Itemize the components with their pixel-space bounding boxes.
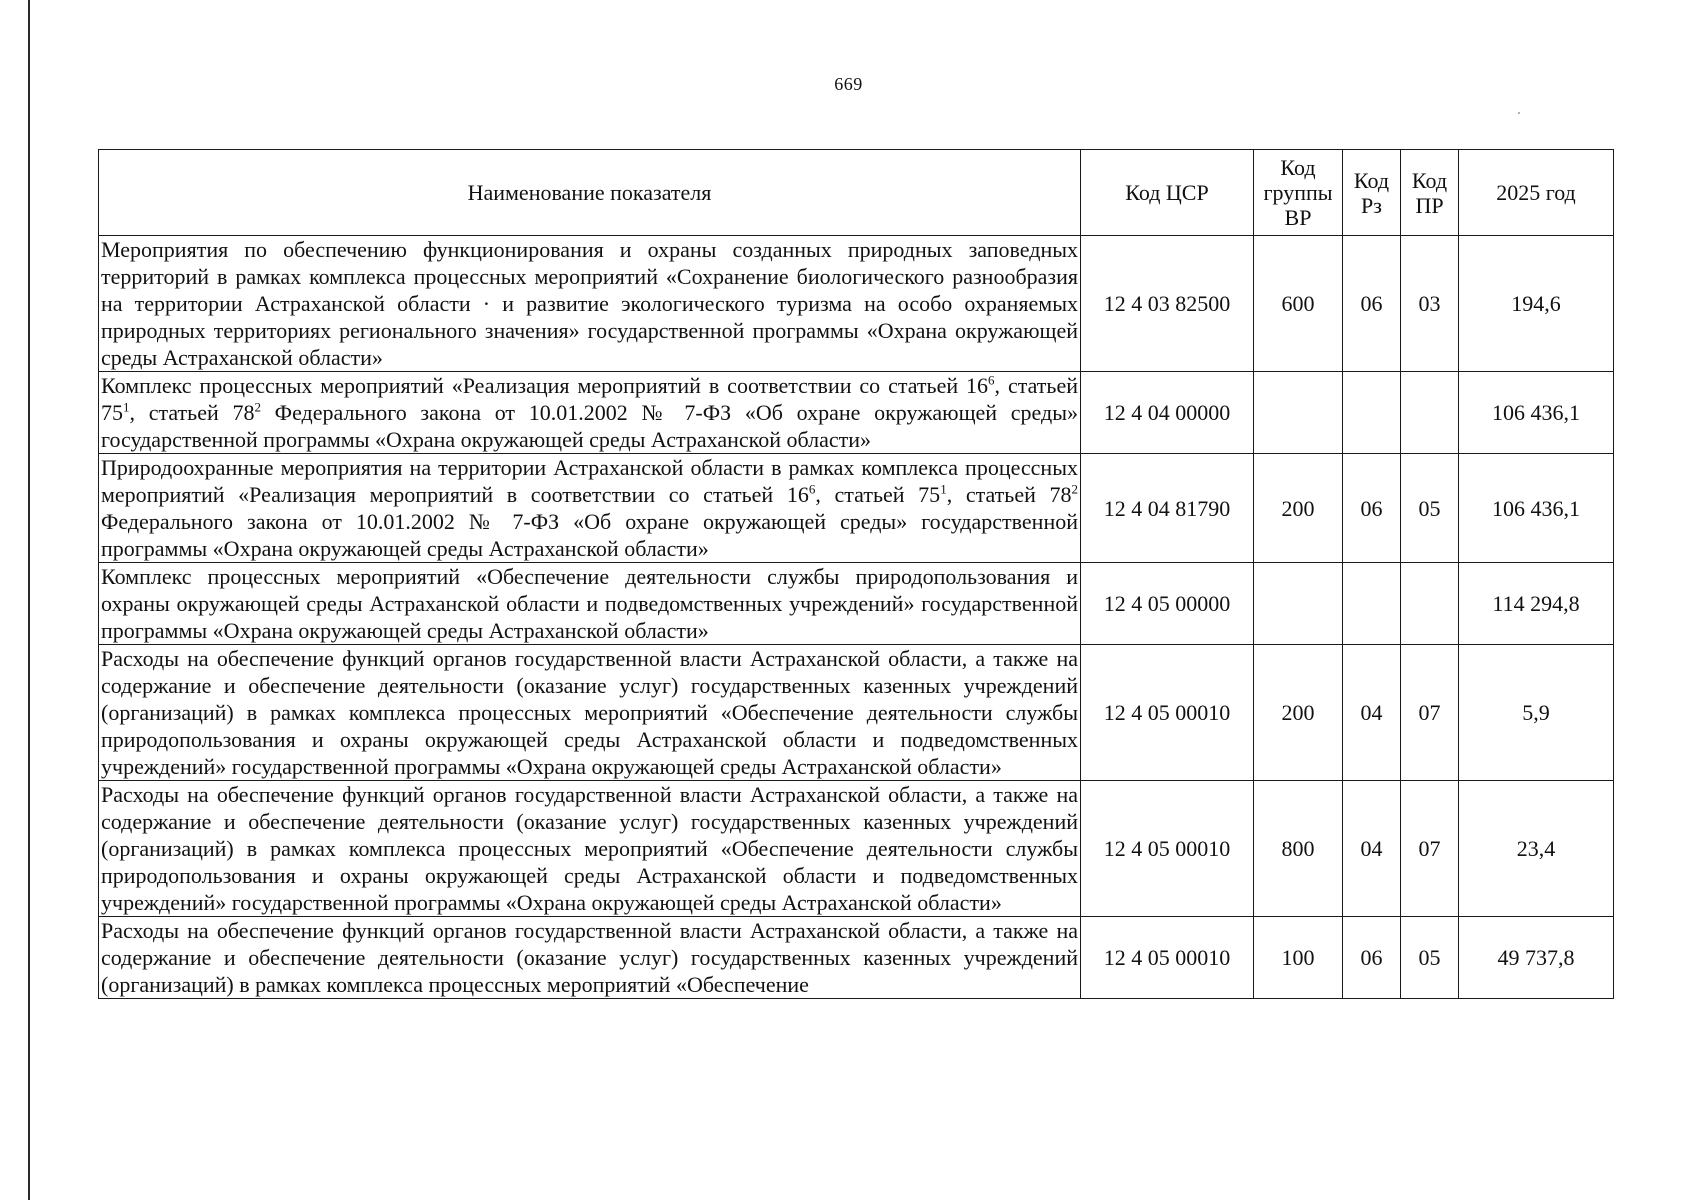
table-row: [99, 563, 1614, 645]
page-number: 669: [834, 74, 863, 94]
row-indicator-name: Расходы на обеспечение функций органов государственной власти Астраханской области, а также на содержание и обеспечение деятельности (оказание услуг) государственных казенных учреждений (организаций) в рамках комплекса процессных мероприятий «Обеспечение деятельности службы природопользования и охраны окружающей среды Астраханской области и подведомственных учреждений» государственной программы «Охрана окружающей среды Астраханской области»: [99, 645, 1081, 781]
row-pr-code: 05: [1401, 454, 1459, 563]
row-pr-code: 07: [1401, 645, 1459, 781]
budget-table: [98, 149, 1614, 999]
header-pr-code: Код ПР: [1401, 150, 1459, 236]
table-header: [99, 150, 1614, 236]
row-amount-2025: 49 737,8: [1459, 917, 1614, 999]
row-vr-code: 200: [1254, 454, 1343, 563]
row-rz-code: 04: [1343, 645, 1401, 781]
row-indicator-name-text: Расходы на обеспечение функций органов государственной власти Астраханской области, а также на содержание и обеспечение деятельности (оказание услуг) государственных казенных учреждений (организаций) в рамках комплекса процессных мероприятий «Обеспечение: [101, 918, 1078, 997]
row-vr-code: 600: [1254, 236, 1343, 372]
row-rz-code: [1343, 372, 1401, 454]
row-indicator-name: [99, 917, 1081, 999]
row-csr-code: 12 4 05 00010: [1081, 781, 1254, 917]
table-row: [99, 454, 1614, 563]
row-pr-code: 05: [1401, 917, 1459, 999]
row-amount-2025: 194,6: [1459, 236, 1614, 372]
row-csr-code: 12 4 03 82500: [1081, 236, 1254, 372]
row-indicator-name: Комплекс процессных мероприятий «Обеспечение деятельности службы природопользования и охраны окружающей среды Астраханской области и подведомственных учреждений» государственной программы «Охрана окружающей среды Астраханской области»: [99, 563, 1081, 645]
row-amount-2025: 106 436,1: [1459, 454, 1614, 563]
table-row: [99, 917, 1614, 999]
header-vr-code: Код группы ВР: [1254, 150, 1343, 236]
header-row: [99, 150, 1614, 236]
row-csr-code: 12 4 04 00000: [1081, 372, 1254, 454]
table-row: [99, 372, 1614, 454]
header-rz-code: Код Рз: [1343, 150, 1401, 236]
header-indicator-name: Наименование показателя: [99, 150, 1081, 236]
header-year-2025: 2025 год: [1459, 150, 1614, 236]
row-pr-code: 07: [1401, 781, 1459, 917]
row-csr-code: 12 4 05 00010: [1081, 917, 1254, 999]
row-vr-code: 800: [1254, 781, 1343, 917]
row-vr-code: [1254, 372, 1343, 454]
row-vr-code: 100: [1254, 917, 1343, 999]
table-row: [99, 781, 1614, 917]
row-csr-code: 12 4 04 81790: [1081, 454, 1254, 563]
table-body: [99, 236, 1614, 999]
row-csr-code: 12 4 05 00010: [1081, 645, 1254, 781]
row-rz-code: 06: [1343, 236, 1401, 372]
binding-margin-line: [28, 0, 30, 1200]
row-pr-code: 03: [1401, 236, 1459, 372]
row-amount-2025: 23,4: [1459, 781, 1614, 917]
table-row: [99, 645, 1614, 781]
row-amount-2025: 106 436,1: [1459, 372, 1614, 454]
row-rz-code: 06: [1343, 454, 1401, 563]
row-vr-code: [1254, 563, 1343, 645]
table-row: [99, 236, 1614, 372]
row-amount-2025: 5,9: [1459, 645, 1614, 781]
scan-speck: [1518, 112, 1520, 114]
row-csr-code: 12 4 05 00000: [1081, 563, 1254, 645]
row-vr-code: 200: [1254, 645, 1343, 781]
row-pr-code: [1401, 563, 1459, 645]
header-csr-code: Код ЦСР: [1081, 150, 1254, 236]
row-rz-code: 06: [1343, 917, 1401, 999]
row-amount-2025: 114 294,8: [1459, 563, 1614, 645]
row-pr-code: [1401, 372, 1459, 454]
row-rz-code: 04: [1343, 781, 1401, 917]
row-rz-code: [1343, 563, 1401, 645]
row-indicator-name: Расходы на обеспечение функций органов государственной власти Астраханской области, а также на содержание и обеспечение деятельности (оказание услуг) государственных казенных учреждений (организаций) в рамках комплекса процессных мероприятий «Обеспечение деятельности службы природопользования и охраны окружающей среды Астраханской области и подведомственных учреждений» государственной программы «Охрана окружающей среды Астраханской области»: [99, 781, 1081, 917]
row-indicator-name: Природоохранные мероприятия на территории Астраханской области в рамках комплекса процессных мероприятий «Реализация мероприятий в соответствии со статьей $16^6$, статьей $75^1$, статьей $78^2$ Федерального закона от 10.01.2002 № 7-ФЗ «Об охране окружающей среды» государственной программы «Охрана окружающей среды Астраханской области»: [99, 454, 1081, 563]
row-indicator-name: Мероприятия по обеспечению функционирования и охраны созданных природных заповедных территорий в рамках комплекса процессных мероприятий «Сохранение биологического разнообразия на территории Астраханской области · и развитие экологического туризма на особо охраняемых природных территориях регионального значения» государственной программы «Охрана окружающей среды Астраханской области»: [99, 236, 1081, 372]
row-indicator-name: Комплекс процессных мероприятий «Реализация мероприятий в соответствии со статьей $16^6$, статьей $75^1$, статьей $78^2$ Федерального закона от 10.01.2002 № 7-ФЗ «Об охране окружающей среды» государственной программы «Охрана окружающей среды Астраханской области»: [99, 372, 1081, 454]
